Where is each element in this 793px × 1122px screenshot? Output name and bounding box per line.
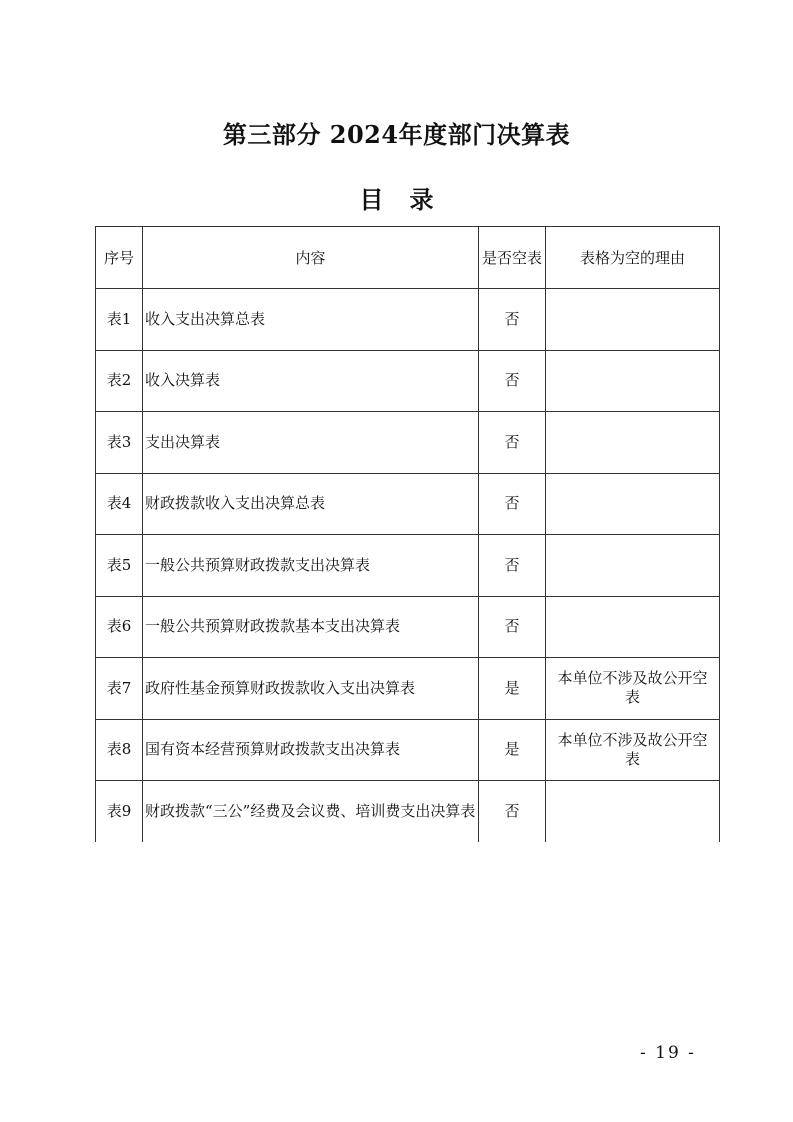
row-reason <box>546 412 720 474</box>
table-row <box>96 473 720 535</box>
row-no: 表1 <box>96 289 143 351</box>
table-row <box>96 535 720 597</box>
row-empty: 否 <box>479 781 546 842</box>
row-no: 表5 <box>96 535 143 597</box>
row-content: 收入决算表 <box>143 350 479 412</box>
table-row <box>96 781 720 842</box>
row-empty: 是 <box>479 658 546 720</box>
row-empty: 否 <box>479 289 546 351</box>
row-no: 表8 <box>96 719 143 781</box>
row-empty: 否 <box>479 473 546 535</box>
row-empty: 否 <box>479 350 546 412</box>
row-no: 表9 <box>96 781 143 842</box>
row-reason: 本单位不涉及故公开空表 <box>546 719 720 781</box>
contents-table <box>95 226 720 842</box>
row-empty: 否 <box>479 412 546 474</box>
row-reason <box>546 596 720 658</box>
row-reason: 本单位不涉及故公开空表 <box>546 658 720 720</box>
header-reason: 表格为空的理由 <box>546 227 720 289</box>
row-reason <box>546 473 720 535</box>
row-content: 收入支出决算总表 <box>143 289 479 351</box>
row-reason <box>546 289 720 351</box>
row-content: 财政拨款“三公”经费及会议费、培训费支出决算表 <box>143 781 479 842</box>
row-reason <box>546 535 720 597</box>
row-reason <box>546 781 720 842</box>
row-no: 表2 <box>96 350 143 412</box>
table-row <box>96 289 720 351</box>
row-no: 表6 <box>96 596 143 658</box>
page-title: 第三部分 2024年度部门决算表 <box>222 120 571 149</box>
table-row <box>96 412 720 474</box>
header-content: 内容 <box>143 227 479 289</box>
row-empty: 是 <box>479 719 546 781</box>
table-header-row <box>96 227 720 289</box>
row-content: 国有资本经营预算财政拨款支出决算表 <box>143 719 479 781</box>
header-empty: 是否空表 <box>479 227 546 289</box>
row-content: 一般公共预算财政拨款支出决算表 <box>143 535 479 597</box>
row-empty: 否 <box>479 596 546 658</box>
row-no: 表4 <box>96 473 143 535</box>
contents-heading: 目录 <box>359 186 460 214</box>
row-empty: 否 <box>479 535 546 597</box>
row-content: 支出决算表 <box>143 412 479 474</box>
row-content: 财政拨款收入支出决算总表 <box>143 473 479 535</box>
row-no: 表7 <box>96 658 143 720</box>
header-no: 序号 <box>96 227 143 289</box>
table-row <box>96 596 720 658</box>
row-reason <box>546 350 720 412</box>
page-number: - 19 - <box>640 1043 696 1063</box>
table-row <box>96 350 720 412</box>
row-no: 表3 <box>96 412 143 474</box>
table-row <box>96 719 720 781</box>
row-content: 一般公共预算财政拨款基本支出决算表 <box>143 596 479 658</box>
row-content: 政府性基金预算财政拨款收入支出决算表 <box>143 658 479 720</box>
table-row <box>96 658 720 720</box>
